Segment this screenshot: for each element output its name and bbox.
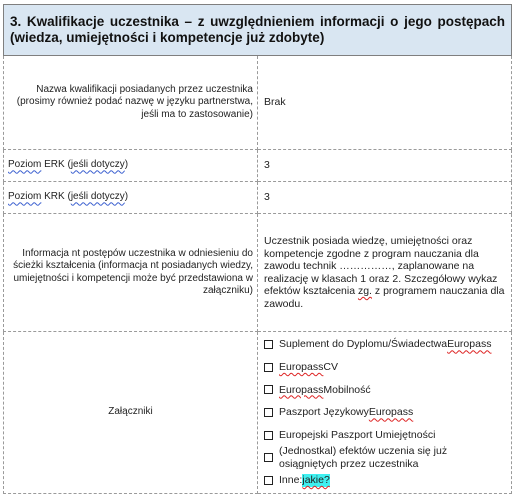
attachment-label: Inne: — [279, 474, 303, 487]
attachment-label: Europass — [368, 406, 414, 419]
checkbox-icon[interactable] — [264, 453, 273, 462]
checkbox-icon[interactable] — [264, 408, 273, 417]
attachment-label: Europejski Paszport Umiejętności — [279, 428, 436, 441]
attachment-item[interactable] — [264, 469, 505, 492]
qualifications-table — [3, 4, 512, 494]
krk-value: 3 — [258, 182, 512, 214]
attachment-item[interactable] — [264, 401, 505, 424]
checkbox-icon[interactable] — [264, 363, 273, 372]
progress-label: Informacja nt postępów uczestnika w odniesieniu do ścieżki kształcenia (informacja nt posiadanych wiedzy, umiejętności i kompetencji może być przedstawiona w załączniku) — [4, 214, 258, 332]
section-title: Kwalifikacje uczestnika – z uwzględnieniem informacji o jego postępach (wiedza, umiejętności i kompetencje już zdobyte) — [10, 14, 505, 45]
progress-value — [258, 214, 512, 332]
section-number: 3. — [10, 14, 22, 29]
qualification-row — [4, 56, 512, 150]
attachment-item[interactable] — [264, 356, 505, 379]
erk-label-part: ) — [124, 159, 129, 171]
attachment-label: (Jednostkal) efektów uczenia się już osiągniętych przez uczestnika — [279, 445, 448, 470]
krk-label-part: ) — [124, 191, 129, 203]
progress-row — [4, 214, 512, 332]
progress-text: z programem nauczania dla zawodu. — [264, 285, 505, 310]
progress-text: zg. — [357, 285, 372, 297]
attachment-item[interactable] — [264, 379, 505, 402]
attachment-item[interactable] — [264, 333, 505, 356]
krk-label-part: KRK ( — [41, 191, 71, 203]
attachment-item[interactable] — [264, 446, 505, 469]
checkbox-icon[interactable] — [264, 340, 273, 349]
attachments-list-cell — [258, 332, 512, 494]
krk-label — [4, 182, 258, 214]
attachment-item[interactable] — [264, 424, 505, 447]
attachment-label: Mobilność — [323, 383, 371, 396]
erk-row — [4, 150, 512, 182]
erk-label-part: ERK ( — [41, 159, 71, 171]
checkbox-icon[interactable] — [264, 431, 273, 440]
checkbox-icon[interactable] — [264, 385, 273, 394]
erk-value: 3 — [258, 150, 512, 182]
attachment-label: Europass — [279, 361, 324, 374]
attachment-label: Europass — [447, 338, 492, 351]
krk-label-part: jeśli dotyczy — [70, 191, 125, 203]
attachments-list — [264, 333, 505, 491]
attachment-label: CV — [323, 361, 338, 374]
attachments-label: Załączniki — [4, 332, 258, 494]
erk-label-part: jeśli dotyczy — [70, 159, 125, 171]
attachment-label: Suplement do Dyplomu/Świadectwa — [279, 338, 448, 351]
attachment-label: Europass — [279, 383, 324, 396]
progress-text: Uczestnik posiada wiedzę, umiejętności oraz kompetencje zgodne z program nauczania dla zawodu technik ……………, zaplanowane na realizację w klasach 1 oraz 2. Szczegółowy wykaz efektów kształcenia — [264, 235, 498, 297]
qualification-value: Brak — [258, 56, 512, 150]
krk-label-part: Poziom — [8, 191, 42, 203]
erk-label — [4, 150, 258, 182]
krk-row — [4, 182, 512, 214]
attachments-row — [4, 332, 512, 494]
qualification-label: Nazwa kwalifikacji posiadanych przez uczestnika (prosimy również podać nazwę w języku partnerstwa, jeśli ma to zastosowanie) — [4, 56, 258, 150]
section-header — [4, 5, 512, 56]
attachment-label-highlight: jakie? — [302, 474, 330, 487]
erk-label-part: Poziom — [8, 159, 42, 171]
attachment-label: Paszport Językowy — [279, 406, 369, 419]
section-header-row — [4, 5, 512, 56]
checkbox-icon[interactable] — [264, 476, 273, 485]
